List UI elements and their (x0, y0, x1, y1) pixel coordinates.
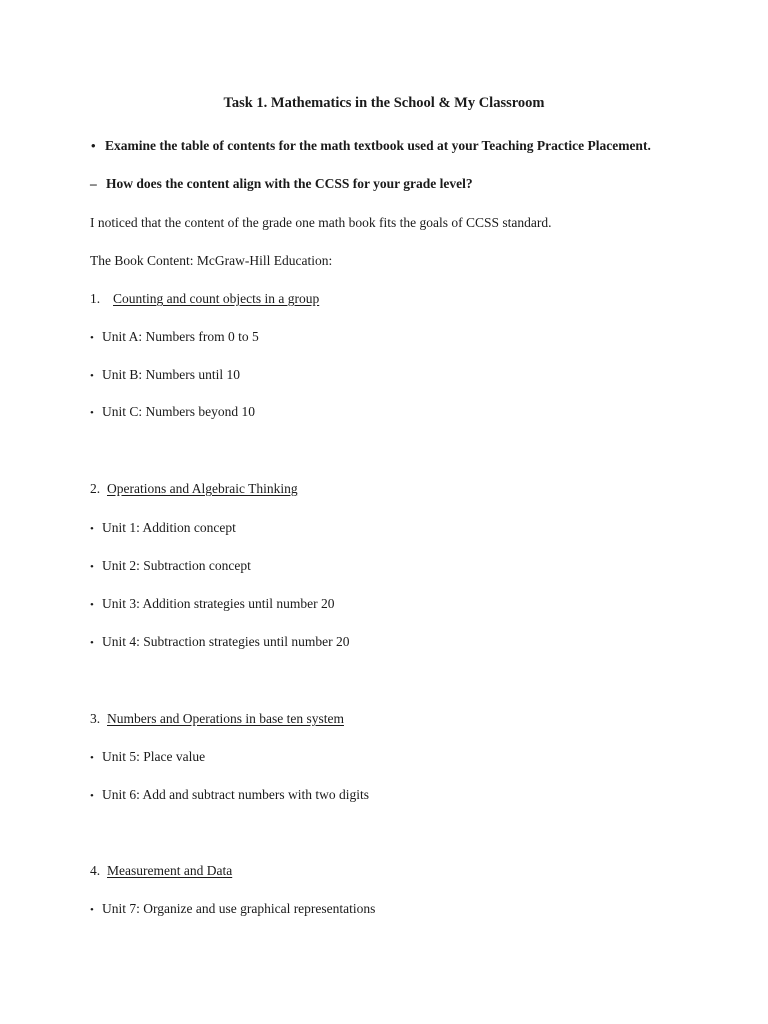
bullet-icon: • (90, 790, 94, 802)
section-heading-2 (90, 481, 298, 497)
section-title: Counting and count objects in a group (113, 291, 320, 306)
bullet-icon: • (90, 561, 94, 573)
dash-icon: – (90, 176, 97, 191)
unit-label: Unit C: Numbers beyond 10 (102, 404, 255, 419)
section-title: Operations and Algebraic Thinking (107, 481, 298, 496)
unit-label: Unit 3: Addition strategies until number 20 (102, 596, 335, 611)
list-item (90, 901, 375, 918)
bullet-icon: • (91, 138, 96, 153)
bullet-icon: • (90, 407, 94, 419)
section-title: Measurement and Data (107, 863, 233, 878)
section-number: 4. (90, 863, 101, 878)
unit-label: Unit 6: Add and subtract numbers with two digits (102, 787, 369, 802)
unit-label: Unit B: Numbers until 10 (102, 367, 240, 382)
section-title: Numbers and Operations in base ten system (107, 711, 344, 726)
list-item (90, 558, 251, 575)
section-heading-3 (90, 711, 344, 727)
list-item (90, 367, 240, 384)
list-item (90, 520, 236, 537)
prompt-1 (91, 138, 651, 154)
section-number: 3. (90, 711, 101, 726)
unit-label: Unit 7: Organize and use graphical representations (102, 901, 376, 916)
prompt-1-text: Examine the table of contents for the math textbook used at your Teaching Practice Placement. (105, 138, 651, 153)
bullet-icon: • (90, 752, 94, 764)
prompt-2-text: How does the content align with the CCSS for your grade level? (106, 176, 473, 191)
bullet-icon: • (90, 599, 94, 611)
bullet-icon: • (90, 523, 94, 535)
paragraph-2: The Book Content: McGraw-Hill Education: (90, 253, 333, 268)
section-number: 1. (90, 291, 101, 306)
unit-label: Unit 5: Place value (102, 749, 206, 764)
bullet-icon: • (90, 637, 94, 649)
prompt-2 (90, 176, 473, 192)
bullet-icon: • (90, 904, 94, 916)
bullet-icon: • (90, 332, 94, 344)
list-item (90, 634, 349, 651)
list-item (90, 787, 369, 804)
section-heading-1 (90, 291, 319, 307)
section-heading-4 (90, 863, 232, 879)
list-item (90, 404, 255, 421)
list-item (90, 329, 259, 346)
unit-label: Unit 1: Addition concept (102, 520, 236, 535)
unit-label: Unit A: Numbers from 0 to 5 (102, 329, 259, 344)
bullet-icon: • (90, 370, 94, 382)
list-item (90, 596, 334, 613)
paragraph-1: I noticed that the content of the grade one math book fits the goals of CCSS standard. (90, 215, 552, 230)
list-item (90, 749, 205, 766)
section-number: 2. (90, 481, 101, 496)
unit-label: Unit 2: Subtraction concept (102, 558, 251, 573)
unit-label: Unit 4: Subtraction strategies until number 20 (102, 634, 350, 649)
page-title: Task 1. Mathematics in the School & My Classroom (223, 95, 545, 111)
